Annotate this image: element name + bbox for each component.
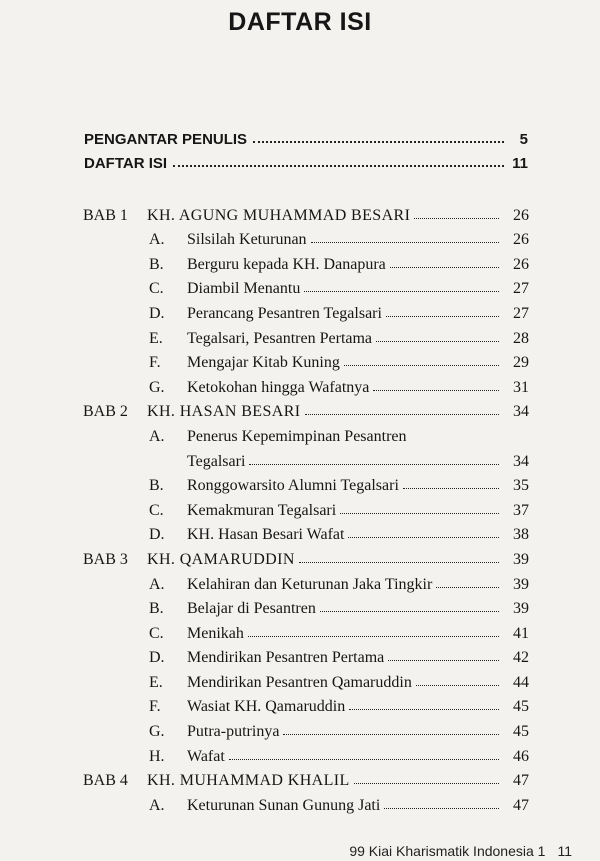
leader-dots <box>386 316 499 317</box>
chapter-title: KH. MUHAMMAD KHALIL <box>147 772 350 790</box>
toc-entry-preface[interactable] <box>84 124 528 148</box>
section-row-continued[interactable] <box>83 446 529 471</box>
chapter-number: BAB 3 <box>83 550 128 568</box>
page-number: 41 <box>513 624 529 642</box>
leader-dots <box>249 464 499 465</box>
chapter-title: KH. QAMARUDDIN <box>147 550 295 568</box>
section-letter: C. <box>149 501 164 519</box>
section-title: Tegalsari, Pesantren Pertama <box>187 329 373 347</box>
section-row[interactable] <box>83 520 529 545</box>
entry-label: DAFTAR ISI <box>84 155 168 172</box>
leader-dots <box>173 165 504 167</box>
section-letter: D. <box>149 526 165 544</box>
section-row[interactable] <box>83 741 529 766</box>
section-row[interactable] <box>83 495 529 520</box>
section-row[interactable] <box>83 421 529 446</box>
section-letter: A. <box>149 575 165 593</box>
chapter-number: BAB 1 <box>83 206 128 224</box>
footer-page-number: 11 <box>557 843 572 859</box>
chapter-title: KH. AGUNG MUHAMMAD BESARI <box>147 206 411 224</box>
leader-dots <box>253 141 504 143</box>
leader-dots <box>390 267 499 268</box>
section-row[interactable] <box>83 667 529 692</box>
page-number: 27 <box>513 304 529 322</box>
section-row[interactable] <box>83 323 529 348</box>
leader-dots <box>403 488 499 489</box>
chapter-row[interactable] <box>83 766 529 791</box>
section-row[interactable] <box>83 225 529 250</box>
section-title: Putra-putrinya <box>187 723 280 741</box>
page-title: DAFTAR ISI <box>228 8 372 36</box>
page-number: 34 <box>513 452 529 470</box>
section-title: Perancang Pesantren Tegalsari <box>187 304 382 322</box>
leader-dots <box>373 390 499 391</box>
section-title: Wafat <box>187 747 225 765</box>
section-title: Keturunan Sunan Gunung Jati <box>187 796 381 814</box>
leader-dots <box>311 242 499 243</box>
section-title: Berguru kepada KH. Danapura <box>187 255 386 273</box>
section-title: KH. Hasan Besari Wafat <box>187 526 345 544</box>
page-number: 45 <box>513 723 529 741</box>
page-number: 31 <box>513 378 529 396</box>
page-number: 5 <box>519 131 528 148</box>
leader-dots <box>349 709 499 710</box>
page-number: 34 <box>513 403 529 421</box>
page-number: 39 <box>513 600 529 618</box>
section-letter: G. <box>149 723 165 741</box>
section-title: Mengajar Kitab Kuning <box>187 354 340 372</box>
section-row[interactable] <box>83 569 529 594</box>
section-title: Kelahiran dan Keturunan Jaka Tingkir <box>187 575 433 593</box>
section-row[interactable] <box>83 692 529 717</box>
page-number: 26 <box>513 255 529 273</box>
table-of-contents <box>83 200 529 815</box>
section-row[interactable] <box>83 348 529 373</box>
chapter-row[interactable] <box>83 200 529 225</box>
leader-dots <box>340 513 499 514</box>
leader-dots <box>248 636 499 637</box>
page-number: 47 <box>513 796 529 814</box>
section-row[interactable] <box>83 471 529 496</box>
section-letter: A. <box>149 231 165 249</box>
book-title: 99 Kiai Kharismatik Indonesia 1 <box>349 843 546 859</box>
section-row[interactable] <box>83 372 529 397</box>
page-number: 26 <box>513 231 529 249</box>
section-title: Kemakmuran Tegalsari <box>187 501 337 519</box>
page-number: 39 <box>513 575 529 593</box>
section-letter: A. <box>149 796 165 814</box>
leader-dots <box>436 587 499 588</box>
section-letter: D. <box>149 649 165 667</box>
toc-entry-contents[interactable] <box>84 148 528 172</box>
leader-dots <box>414 218 499 219</box>
section-letter: F. <box>149 354 161 372</box>
section-letter: H. <box>149 747 165 765</box>
section-title: Mendirikan Pesantren Pertama <box>187 649 385 667</box>
chapter-number: BAB 4 <box>83 772 128 790</box>
page-number: 46 <box>513 747 529 765</box>
page-number: 35 <box>513 477 529 495</box>
section-row[interactable] <box>83 643 529 668</box>
section-row[interactable] <box>83 790 529 815</box>
section-letter: G. <box>149 378 165 396</box>
section-letter: A. <box>149 427 165 445</box>
section-row[interactable] <box>83 249 529 274</box>
section-letter: B. <box>149 600 164 618</box>
leader-dots <box>348 537 499 538</box>
page-number: 28 <box>513 329 529 347</box>
section-letter: C. <box>149 624 164 642</box>
section-row[interactable] <box>83 716 529 741</box>
page-footer <box>349 843 572 859</box>
section-title: Belajar di Pesantren <box>187 600 316 618</box>
page-number: 44 <box>513 673 529 691</box>
leader-dots <box>320 611 499 612</box>
page-number: 37 <box>513 501 529 519</box>
section-title: Ketokohan hingga Wafatnya <box>187 378 370 396</box>
chapter-row[interactable] <box>83 544 529 569</box>
leader-dots <box>304 291 499 292</box>
page-number: 42 <box>513 649 529 667</box>
page-number: 47 <box>513 772 529 790</box>
leader-dots <box>388 660 499 661</box>
leader-dots <box>344 365 499 366</box>
leader-dots <box>305 414 499 415</box>
section-letter: E. <box>149 673 163 691</box>
section-title: Mendirikan Pesantren Qamaruddin <box>187 673 412 691</box>
section-letter: B. <box>149 255 164 273</box>
section-row[interactable] <box>83 618 529 643</box>
chapter-title: KH. HASAN BESARI <box>147 403 301 421</box>
section-title: Silsilah Keturunan <box>187 231 307 249</box>
page-number: 45 <box>513 698 529 716</box>
section-row[interactable] <box>83 274 529 299</box>
page-number: 27 <box>513 280 529 298</box>
section-title: Menikah <box>187 624 244 642</box>
leader-dots <box>384 808 499 809</box>
page-number: 11 <box>512 155 528 172</box>
section-row[interactable] <box>83 594 529 619</box>
section-title-continued: Tegalsari <box>187 452 246 470</box>
section-letter: C. <box>149 280 164 298</box>
section-letter: D. <box>149 304 165 322</box>
section-letter: E. <box>149 329 163 347</box>
page-number: 26 <box>513 206 529 224</box>
leader-dots <box>376 341 499 342</box>
section-title: Ronggowarsito Alumni Tegalsari <box>187 477 399 495</box>
leader-dots <box>416 685 499 686</box>
leader-dots <box>229 759 499 760</box>
leader-dots <box>283 734 499 735</box>
chapter-number: BAB 2 <box>83 403 128 421</box>
page-number: 38 <box>513 526 529 544</box>
entry-label: PENGANTAR PENULIS <box>84 131 248 148</box>
section-title: Wasiat KH. Qamaruddin <box>187 698 346 716</box>
leader-dots <box>354 783 499 784</box>
section-letter: F. <box>149 698 161 716</box>
page-number: 39 <box>513 550 529 568</box>
section-letter: B. <box>149 477 164 495</box>
section-title: Diambil Menantu <box>187 280 301 298</box>
front-matter <box>84 124 528 172</box>
section-row[interactable] <box>83 298 529 323</box>
page-number: 29 <box>513 354 529 372</box>
leader-dots <box>299 562 499 563</box>
chapter-row[interactable] <box>83 397 529 422</box>
section-title: Penerus Kepemimpinan Pesantren <box>187 427 407 445</box>
